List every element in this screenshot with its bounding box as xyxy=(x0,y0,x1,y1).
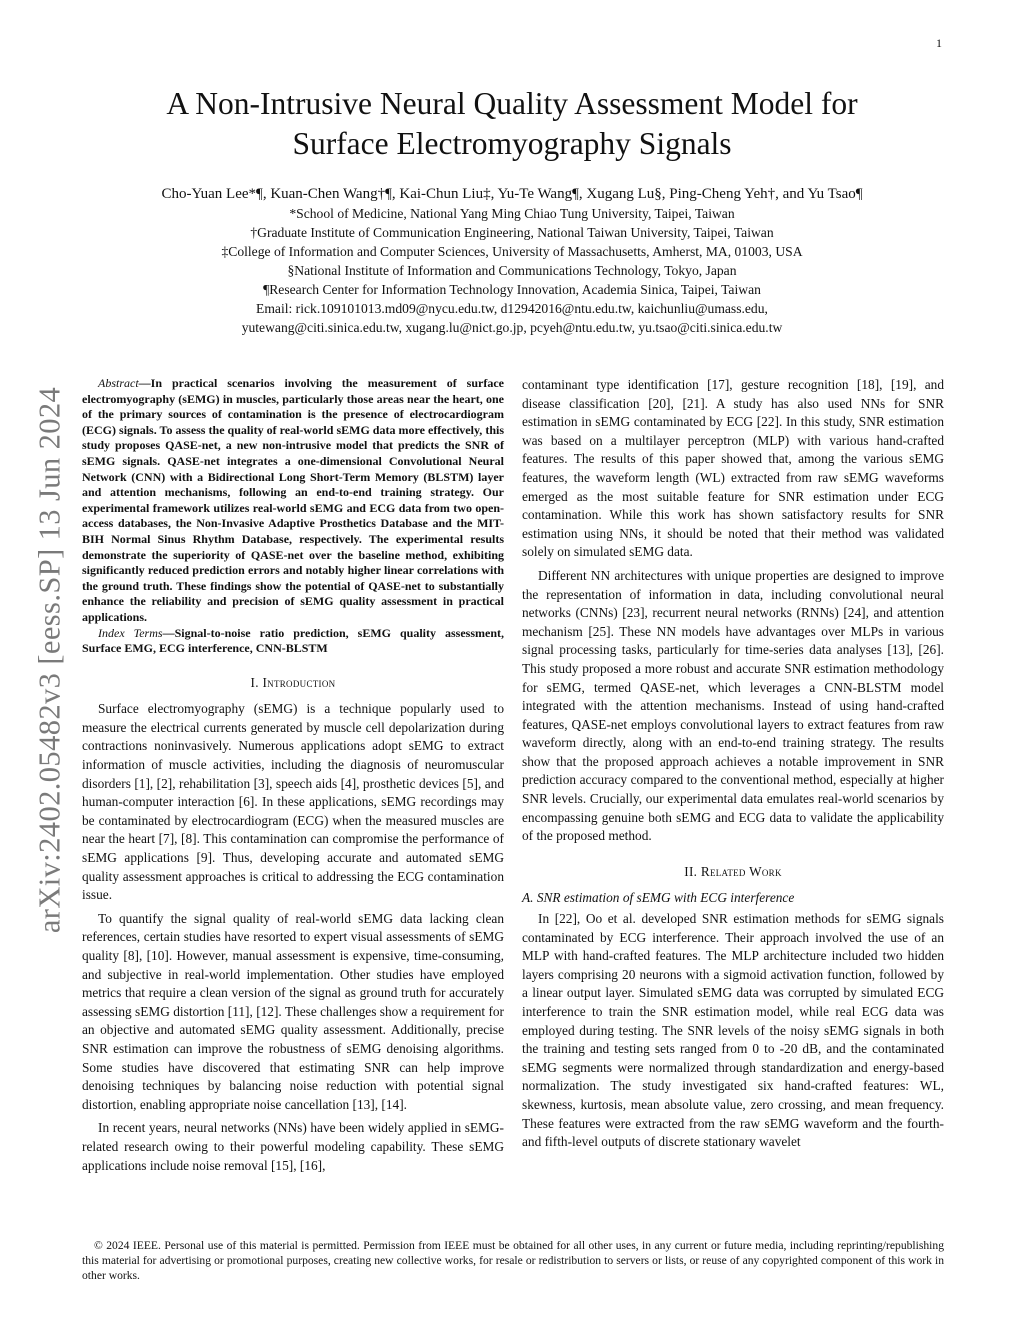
section-heading-related-work xyxy=(522,863,944,882)
index-terms-text: —Signal-to-noise ratio prediction, sEMG quality assessment, Surface EMG, ECG interference, CNN-BLSTM xyxy=(82,625,504,656)
intro-paragraph-4: Different NN architectures with unique properties are designed to improve the representation of information in data, including convolutional neural networks (CNNs) [23], recurrent neural networks (RNNs) [24], and attention mechanism [25]. These NN models have advantages over MLPs in various signal processing tasks, particularly for time-series data analyses [13], [26]. This study proposed a more robust and accurate SNR estimation methodology for sEMG, termed QASE-net, which leverages a CNN-BLSTM model integrated with the attention mechanisms. Instead of using hand-crafted features, QASE-net employs convolutional layers to extract features from raw waveform directly, along with an end-to-end training strategy. The results show that the proposed approach achieves a notable improvement in SNR prediction accuracy compared to the conventional method, especially at higher SNR levels. Crucially, our experimental data emulates real-world scenarios by encompassing genuine both sEMG and ECG data to validate the applicability of the proposed method. xyxy=(522,567,944,844)
related-paragraph-1: In [22], Oo et al. developed SNR estimation methods for sEMG signals contaminated by ECG interference. Their approach involved the use of an MLP with hand-crafted features. The MLP architecture included two hidden layers comprising 20 neurons with a sigmoid activation function, followed by a linear output layer. Simulated sEMG data was corrupted by simulated ECG interference to train the SNR estimation model, while real ECG data was employed during testing. The SNR levels of the noisy sEMG signals in both the training and testing sets ranged from 0 to -20 dB, and the contaminated sEMG segments were normalized through standardization and energy-based normalization. The study investigated six hand-crafted features: WL, skewness, kurtosis, mean absolute value, zero crossing, and mean frequency. These features were extracted from the raw sEMG waveform and the fourth- and fifth-level outputs of discrete stationary wavelet xyxy=(522,911,944,1150)
left-column xyxy=(82,376,504,1175)
affiliation-5: ¶Research Center for Information Technology Innovation, Academia Sinica, Taipei, Taiwan xyxy=(263,282,761,297)
intro-paragraph-3-cont: contaminant type identification [17], gesture recognition [18], [19], and disease classification [20], [21]. A study has also used NNs for SNR estimation in sEMG contaminated by ECG [22]. In this study, SNR estimation was based on a multilayer perceptron (MLP) with various hand-crafted features. The results of this paper showed that, among the various sEMG features, the waveform length (WL) extracted from raw sEMG waveforms emerged as the most suitable feature for SNR estimation under ECG contamination. While this work has shown satisfactory results for SNR estimation using NNs, it should be noted that their method was validated solely on simulated sEMG data. xyxy=(522,377,944,560)
arxiv-stamp: arXiv:2402.05482v3 [eess.SP] 13 Jun 2024 xyxy=(32,386,67,934)
abstract-label: Abstract xyxy=(98,376,139,390)
index-terms xyxy=(82,626,504,657)
intro-paragraph-1: Surface electromyography (sEMG) is a technique popularly used to measure the electrical currents generated by muscle cell depolarization during contractions noninvasively. Numerous applications adopt sEMG to extract information of muscle activities, including the diagnosis of neuromuscular disorders [1], [2], rehabilitation [3], speech aids [4], prosthetic devices [5], and human-computer interaction [6]. In these applications, sEMG recordings may be contaminated by electrocardiogram (ECG) when the measured muscles are near the heart [7], [8]. This contamination can compromise the performance of sEMG applications [9]. Thus, developing accurate and automated sEMG quality assessment approaches is critical to addressing the ECG contamination issue. xyxy=(82,701,504,903)
section-title: Related Work xyxy=(700,863,782,879)
right-column xyxy=(522,376,944,1152)
index-terms-label: Index Terms xyxy=(98,625,163,640)
intro-paragraph-2: To quantify the signal quality of real-world sEMG data lacking clean references, certain studies have resorted to expert visual assessments of sEMG quality [8], [10]. However, manual assessment is expensive, time-consuming, and subjective in real-world implementation. Other studies have employed metrics that require a clean version of the signal as ground truth for accurately assessing sEMG distortion [11], [12]. These challenges show a requirement for an objective and automated sEMG quality assessment. Additionally, precise SNR estimation can improve the robustness of sEMG denoising algorithms. Some studies have discovered that estimating SNR can help improve denoising techniques by balancing noise reduction with potential signal distortion, enabling appropriate noise cancellation [13], [14]. xyxy=(82,910,504,1112)
author-list: Cho-Yuan Lee*¶, Kuan-Chen Wang†¶, Kai-Chun Liu‡, Yu-Te Wang¶, Xugang Lu§, Ping-Cheng Yeh†, and Yu Tsao¶ xyxy=(161,186,863,202)
affiliation-4: §National Institute of Information and Communications Technology, Tokyo, Japan xyxy=(287,263,737,278)
subsection-heading-a: A. SNR estimation of sEMG with ECG interference xyxy=(522,890,795,906)
abstract xyxy=(82,376,504,626)
intro-paragraph-3: In recent years, neural networks (NNs) have been widely applied in sEMG-related research owing to their powerful modeling capability. These sEMG applications include noise removal [15], [16], xyxy=(82,1120,504,1173)
paper-title xyxy=(100,84,924,164)
email-line-1: Email: rick.109101013.md09@nycu.edu.tw, d12942016@ntu.edu.tw, kaichunliu@umass.edu, xyxy=(256,301,768,316)
section-heading-introduction xyxy=(82,674,504,693)
page-number: 1 xyxy=(936,36,942,50)
affiliation-2: †Graduate Institute of Communication Engineering, National Taiwan University, Taipei, Taiwan xyxy=(250,225,774,240)
title-line-1: A Non-Intrusive Neural Quality Assessment Model for xyxy=(166,86,858,121)
section-number: II. xyxy=(684,863,698,879)
title-line-2: Surface Electromyography Signals xyxy=(292,126,732,161)
affiliation-3: ‡College of Information and Computer Sciences, University of Massachusetts, Amherst, MA, 01003, USA xyxy=(221,244,803,259)
abstract-text: —In practical scenarios involving the measurement of surface electromyography (sEMG) in muscles, particularly those areas near the heart, one of the primary sources of contamination is the presence of electrocardiogram (ECG) signals. To assess the quality of real-world sEMG data more effectively, this study proposes QASE-net, a new non-intrusive model that predicts the SNR of sEMG signals. QASE-net integrates a one-dimensional Convolutional Neural Network (CNN) with a Bidirectional Long Short-Term Memory (BLSTM) layer and attention mechanisms, following an end-to-end training strategy. Our experimental framework utilizes real-world sEMG and ECG data from two open-access databases, the Non-Invasive Adaptive Prosthetics Database and the MIT-BIH Normal Sinus Rhythm Database, respectively. The experimental results demonstrate the superiority of QASE-net over the baseline method, exhibiting significantly reduced prediction errors and notably higher linear correlations with the ground truth. These findings show the potential of QASE-net to substantially enhance the reliability and precision of sEMG quality assessment in practical applications. xyxy=(82,376,504,624)
affiliation-1: *School of Medicine, National Yang Ming Chiao Tung University, Taipei, Taiwan xyxy=(289,206,735,221)
section-number: I. xyxy=(250,674,259,690)
email-line-2: yutewang@citi.sinica.edu.tw, xugang.lu@nict.go.jp, pcyeh@ntu.edu.tw, yu.tsao@citi.sinica.edu.tw xyxy=(241,320,783,335)
copyright-footer: © 2024 IEEE. Personal use of this material is permitted. Permission from IEEE must be obtained for all other uses, in any current or future media, including reprinting/republishing this material for advertising or promotional purposes, creating new collective works, for resale or redistribution to servers or lists, or reuse of any copyrighted component of this work in other works. xyxy=(82,1239,944,1282)
section-title: Introduction xyxy=(262,674,336,690)
